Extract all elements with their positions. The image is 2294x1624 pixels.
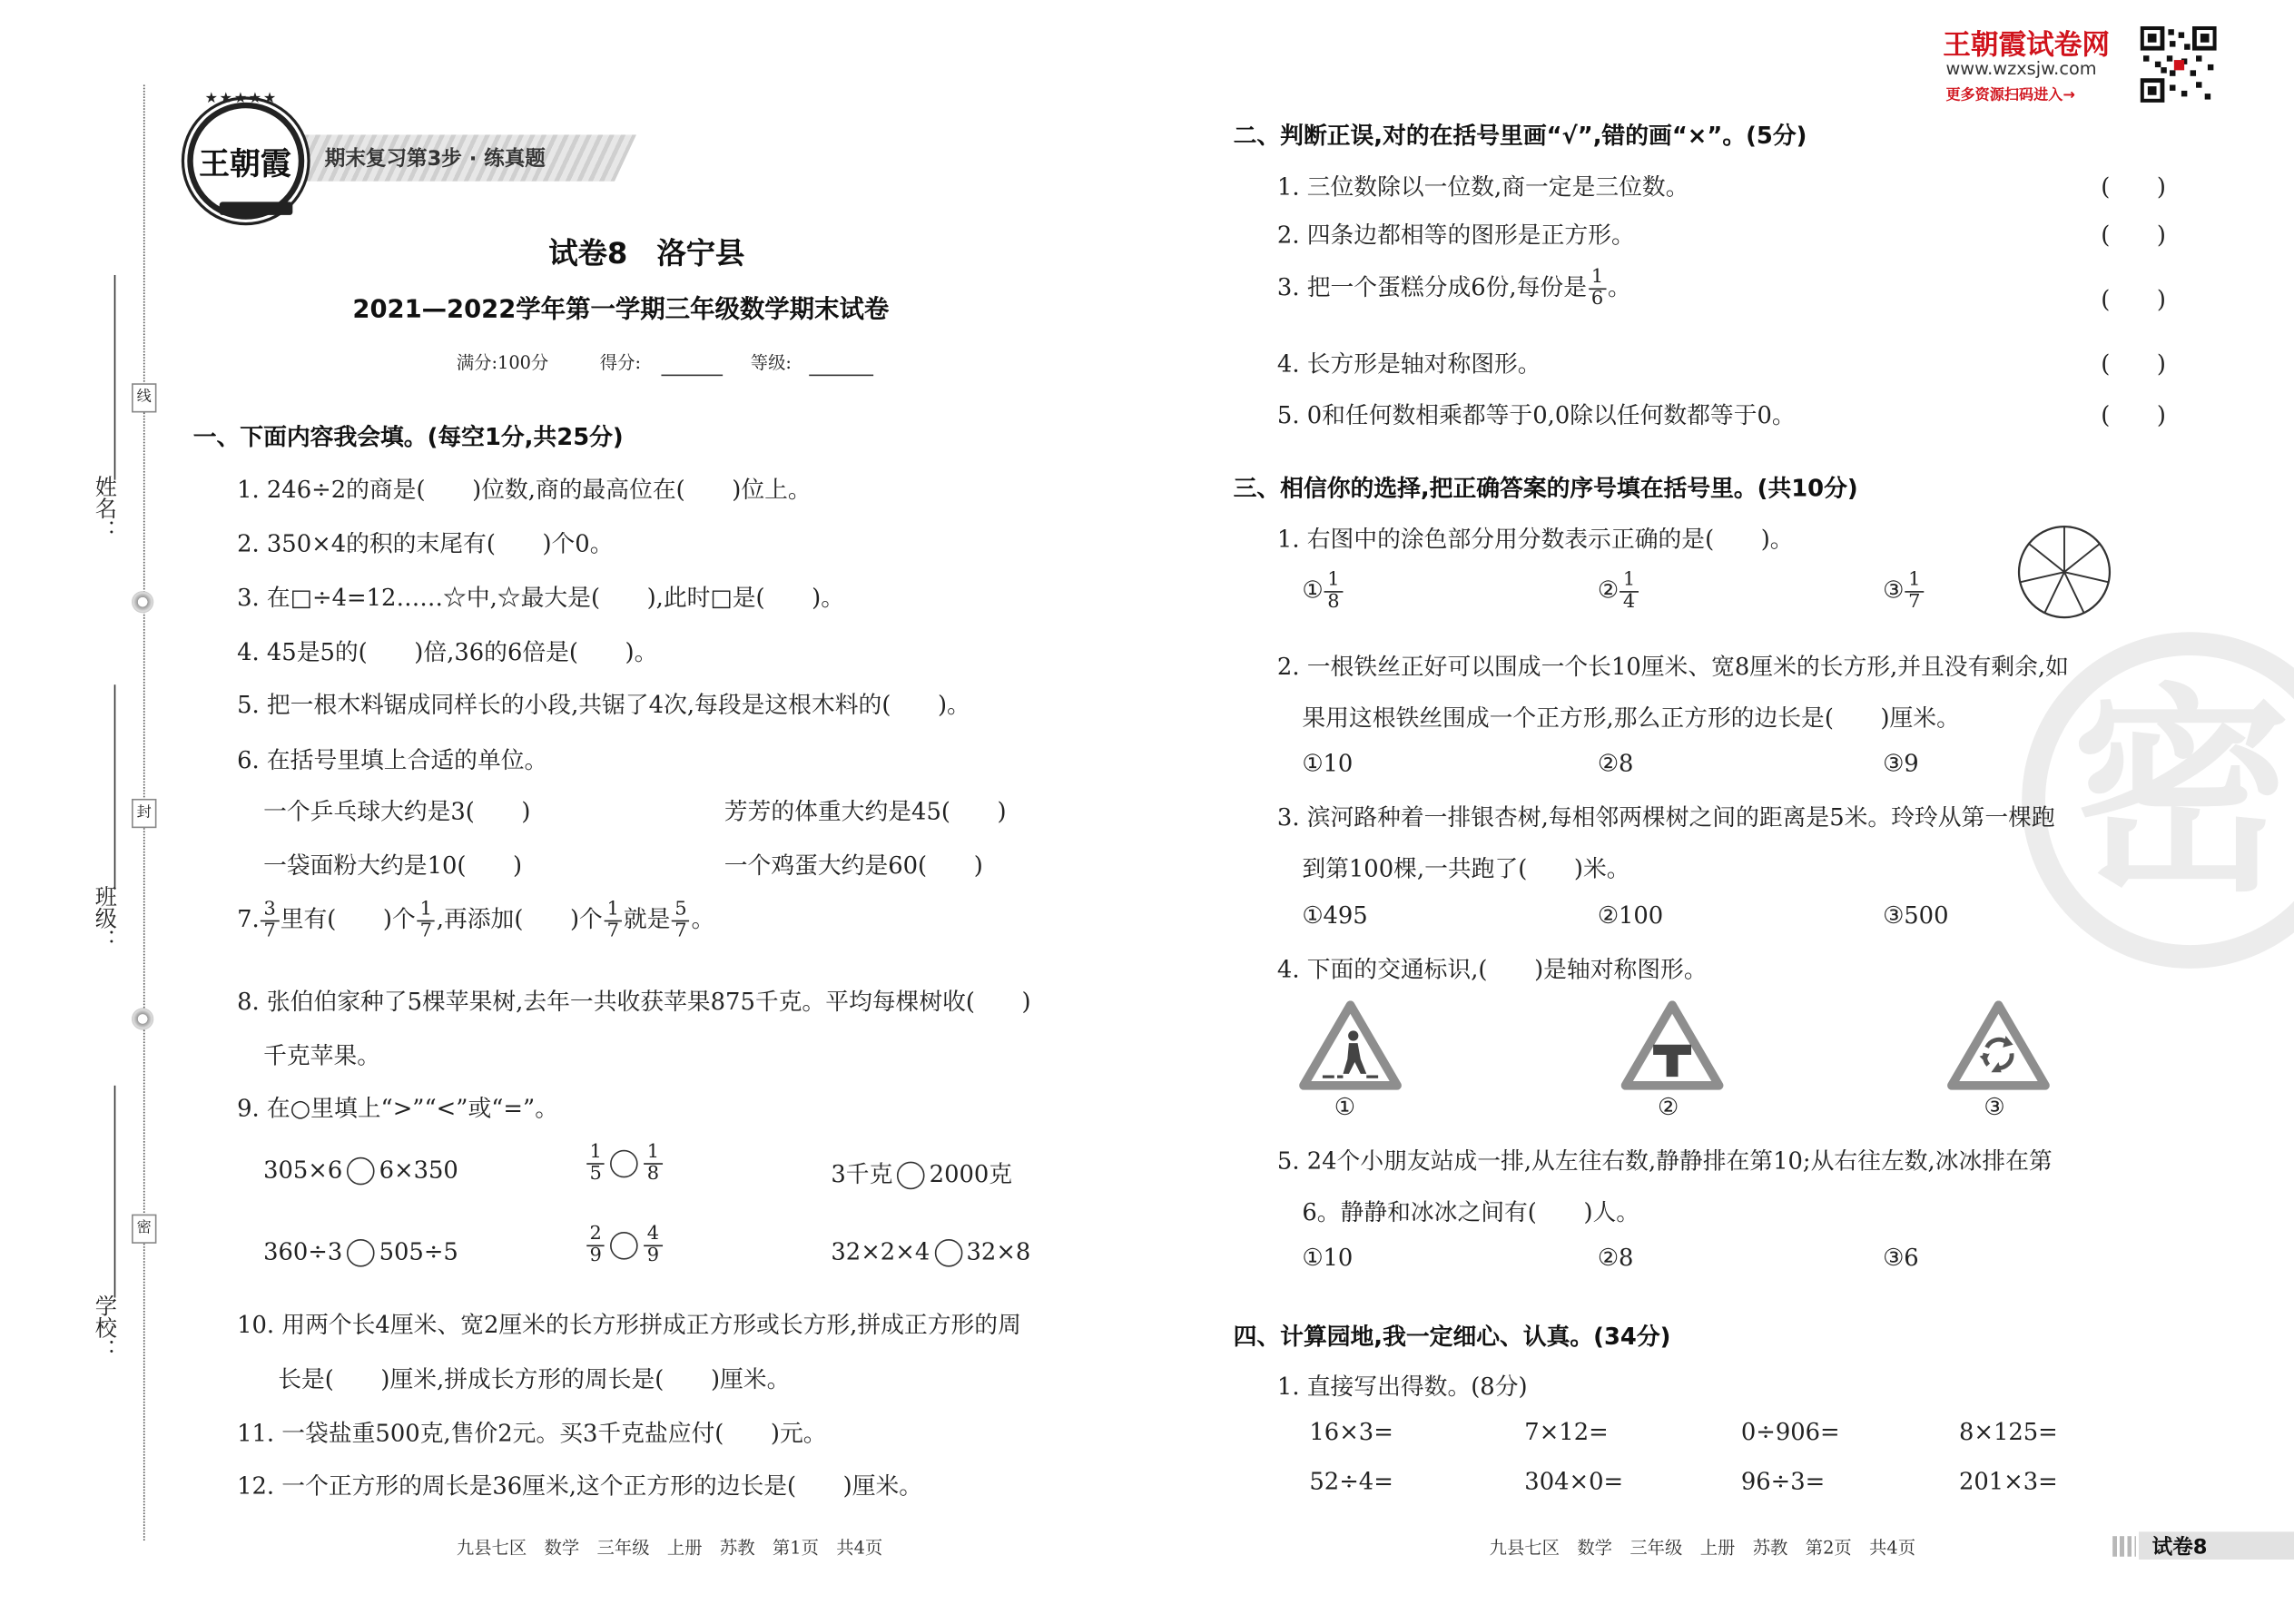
fraction-5-7: $\frac{5}{7}$: [672, 900, 690, 941]
full-score: 满分:100分: [456, 352, 549, 373]
s3-q2b: 果用这根铁丝围成一个正方形,那么正方形的边长是( )厘米。: [1302, 704, 1960, 732]
calc-item[interactable]: 304×0=: [1524, 1467, 1624, 1496]
s1-q3: 3. 在□÷4=12……☆中,☆最大是( ),此时□是( )。: [237, 584, 845, 612]
binding-mark-seal: 封: [132, 799, 156, 828]
s1-q6b: 芳芳的体重大约是45( ): [724, 797, 1007, 825]
footer-left: 九县七区 数学 三年级 上册 苏教 第1页 共4页: [456, 1537, 883, 1559]
s3-q3-option-3[interactable]: ③500: [1883, 901, 1949, 930]
site-url[interactable]: www.wzxsjw.com: [1945, 58, 2097, 80]
s2-q5-paren[interactable]: ( ): [2101, 400, 2166, 429]
school-label: 学校：: [92, 1294, 119, 1361]
calc-item[interactable]: 7×12=: [1524, 1417, 1609, 1446]
compare-4: 360÷3 505÷5: [263, 1237, 458, 1266]
compare-circle[interactable]: [934, 1239, 962, 1267]
s3-q3b: 到第100棵,一共跑了( )米。: [1302, 854, 1630, 882]
brand-badge: 期末复习第3步 · 练真题: [324, 147, 546, 172]
s1-q1: 1. 246÷2的商是( )位数,商的最高位在( )位上。: [237, 475, 812, 504]
calc-item[interactable]: 52÷4=: [1309, 1467, 1393, 1496]
s2-q3: 3. 把一个蛋糕分成6份,每份是 $\frac{1}{6}$ 。: [1276, 266, 1631, 310]
compare-3: 3千克 2000克: [831, 1160, 1013, 1188]
fraction-1-7-b: $\frac{1}{7}$: [604, 900, 622, 941]
compare-circle[interactable]: [610, 1231, 638, 1259]
s3-q2-option-3[interactable]: ③9: [1883, 749, 1919, 777]
s1-q6d: 一个鸡蛋大约是60( ): [724, 851, 983, 880]
s3-q4: 4. 下面的交通标识,( )是轴对称图形。: [1276, 955, 1708, 984]
s2-q2-paren[interactable]: ( ): [2101, 221, 2166, 249]
roundabout-sign-icon: [1947, 1000, 2050, 1091]
s2-q2: 2. 四条边都相等的图形是正方形。: [1276, 221, 1635, 249]
binding-hole-2: [132, 1008, 153, 1029]
section-2-title: 二、判断正误,对的在括号里画“√”,错的画“×”。(5分): [1233, 121, 1807, 150]
calc-item[interactable]: 16×3=: [1309, 1417, 1393, 1446]
t-junction-sign-icon: [1621, 1000, 1724, 1091]
exam-subtitle: 2021—2022学年第一学期三年级数学期末试卷: [352, 295, 890, 325]
compare-6: 32×2×4 32×8: [831, 1237, 1031, 1266]
score-label: 得分:: [599, 352, 641, 373]
s3-q1: 1. 右图中的涂色部分用分数表示正确的是( )。: [1276, 525, 1794, 554]
fraction-1-6: $\frac{1}{6}$: [1589, 268, 1607, 310]
s1-q12: 12. 一个正方形的周长是36厘米,这个正方形的边长是( )厘米。: [237, 1471, 923, 1500]
s1-q5: 5. 把一根木料锯成同样长的小段,共锯了4次,每段是这根木料的( )。: [237, 690, 970, 719]
school-blank[interactable]: [114, 1086, 116, 1298]
s3-q1-option-1[interactable]: ① $\frac{1}{8}$: [1302, 571, 1344, 613]
s3-q4-option-2[interactable]: ②: [1657, 1092, 1679, 1121]
s1-q10a: 10. 用两个长4厘米、宽2厘米的长方形拼成正方形或长方形,拼成正方形的周: [237, 1311, 1021, 1339]
s3-q2-option-1[interactable]: ①10: [1302, 749, 1354, 777]
s2-q5: 5. 0和任何数相乘都等于0,0除以任何数都等于0。: [1276, 400, 1796, 429]
site-cta: 更多资源扫码进入→: [1945, 87, 2075, 104]
grade-blank[interactable]: [809, 375, 873, 377]
s1-q2: 2. 350×4的积的末尾有( )个0。: [237, 529, 614, 558]
name-blank[interactable]: [114, 275, 116, 480]
s2-q4: 4. 长方形是轴对称图形。: [1276, 349, 1541, 378]
compare-circle[interactable]: [897, 1162, 925, 1190]
class-label: 班级：: [92, 885, 119, 951]
name-label: 姓名：: [92, 475, 119, 542]
footer-tag: 试卷8: [2151, 1536, 2208, 1560]
s3-q4-option-3[interactable]: ③: [1984, 1092, 2005, 1121]
s3-q5-option-1[interactable]: ①10: [1302, 1243, 1354, 1272]
s1-q8b: 千克苹果。: [263, 1041, 381, 1070]
s2-q1: 1. 三位数除以一位数,商一定是三位数。: [1276, 172, 1689, 201]
calc-item[interactable]: 0÷906=: [1740, 1417, 1840, 1446]
qr-code-icon[interactable]: [2141, 26, 2217, 103]
footer-right: 九县七区 数学 三年级 上册 苏教 第2页 共4页: [1489, 1537, 1916, 1559]
s1-q4: 4. 45是5的( )倍,36的6倍是( )。: [237, 637, 658, 666]
compare-5: $\frac{2}{9}$ $\frac{4}{9}$: [586, 1225, 664, 1266]
brand-logo-banner: [220, 202, 293, 215]
fraction-3-7: $\frac{3}{7}$: [261, 900, 279, 941]
binding-mark-dense: 密: [132, 1215, 156, 1244]
s3-q5a: 5. 24个小朋友站成一排,从左往右数,静静排在第10;从右往左数,冰冰排在第: [1276, 1147, 2053, 1176]
class-blank[interactable]: [114, 684, 116, 890]
score-blank[interactable]: [661, 375, 723, 377]
s3-q5b: 6。静静和冰冰之间有( )人。: [1302, 1197, 1640, 1226]
section-4-title: 四、计算园地,我一定细心、认真。(34分): [1233, 1322, 1671, 1351]
calc-item[interactable]: 201×3=: [1958, 1467, 2058, 1496]
s2-q3-paren[interactable]: ( ): [2101, 285, 2166, 313]
s3-q3a: 3. 滨河路种着一排银杏树,每相邻两棵树之间的距离是5米。玲玲从第一棵跑: [1276, 802, 2055, 832]
s1-q10b: 长是( )厘米,拼成长方形的周长是( )厘米。: [278, 1364, 791, 1393]
s1-q6a: 一个乒乓球大约是3( ): [263, 797, 531, 825]
s1-q9: 9. 在○里填上“>”“<”或“=”。: [237, 1094, 559, 1123]
compare-circle[interactable]: [610, 1149, 638, 1177]
fraction-1-7: $\frac{1}{7}$: [417, 900, 435, 941]
s4-q1: 1. 直接写出得数。(8分): [1276, 1372, 1528, 1401]
binding-hole-1: [132, 591, 153, 613]
s3-q5-option-3[interactable]: ③6: [1883, 1243, 1919, 1272]
brand-logo-stars: ★★★★★: [204, 90, 278, 107]
pedestrian-sign-icon: [1299, 1000, 1402, 1091]
circle-fraction-figure: [2016, 524, 2112, 620]
compare-2: $\frac{1}{5}$ $\frac{1}{8}$: [586, 1143, 664, 1185]
s3-q1-option-2[interactable]: ② $\frac{1}{4}$: [1598, 571, 1639, 613]
s2-q1-paren[interactable]: ( ): [2101, 172, 2166, 201]
grade-label: 等级:: [750, 352, 792, 373]
s1-q7: 7. $\frac{3}{7}$ 里有( )个 $\frac{1}{7}$ ,再添加( )个 $\frac{1}{7}$ 就是 $\frac{5}{7}$ 。: [237, 898, 715, 942]
watermark-char: 密: [2072, 666, 2291, 922]
calc-item[interactable]: 8×125=: [1958, 1417, 2058, 1446]
compare-1: 305×6 6×350: [263, 1156, 458, 1184]
s3-q3-option-2[interactable]: ②100: [1597, 901, 1664, 930]
exam-title: 试卷8 洛宁县: [548, 235, 745, 271]
s3-q2-option-2[interactable]: ②8: [1597, 749, 1634, 777]
compare-circle[interactable]: [347, 1157, 375, 1186]
footer-tag-dots: [2112, 1536, 2136, 1557]
s3-q3-option-1[interactable]: ①495: [1302, 901, 1368, 930]
s1-q6c: 一袋面粉大约是10( ): [263, 851, 523, 880]
brand-logo-text: 王朝霞: [199, 144, 291, 182]
s1-q8a: 8. 张伯伯家种了5棵苹果树,去年一共收获苹果875千克。平均每棵树收( ): [237, 987, 1031, 1016]
compare-circle[interactable]: [347, 1239, 375, 1267]
s1-q11: 11. 一袋盐重500克,售价2元。买3千克盐应付( )元。: [237, 1419, 827, 1447]
binding-mark-line: 线: [132, 383, 156, 412]
s3-q4-option-1[interactable]: ①: [1334, 1092, 1355, 1121]
s3-q5-option-2[interactable]: ②8: [1597, 1243, 1634, 1272]
calc-item[interactable]: 96÷3=: [1740, 1467, 1826, 1496]
s3-q2a: 2. 一根铁丝正好可以围成一个长10厘米、宽8厘米的长方形,并且没有剩余,如: [1276, 652, 2069, 681]
section-3-title: 三、相信你的选择,把正确答案的序号填在括号里。(共10分): [1233, 474, 1858, 502]
s3-q1-option-3[interactable]: ③ $\frac{1}{7}$: [1883, 571, 1925, 613]
s2-q4-paren[interactable]: ( ): [2101, 349, 2166, 378]
section-1-title: 一、下面内容我会填。(每空1分,共25分): [192, 422, 624, 451]
site-name: 王朝霞试卷网: [1943, 29, 2110, 62]
s1-q6: 6. 在括号里填上合适的单位。: [237, 745, 548, 774]
